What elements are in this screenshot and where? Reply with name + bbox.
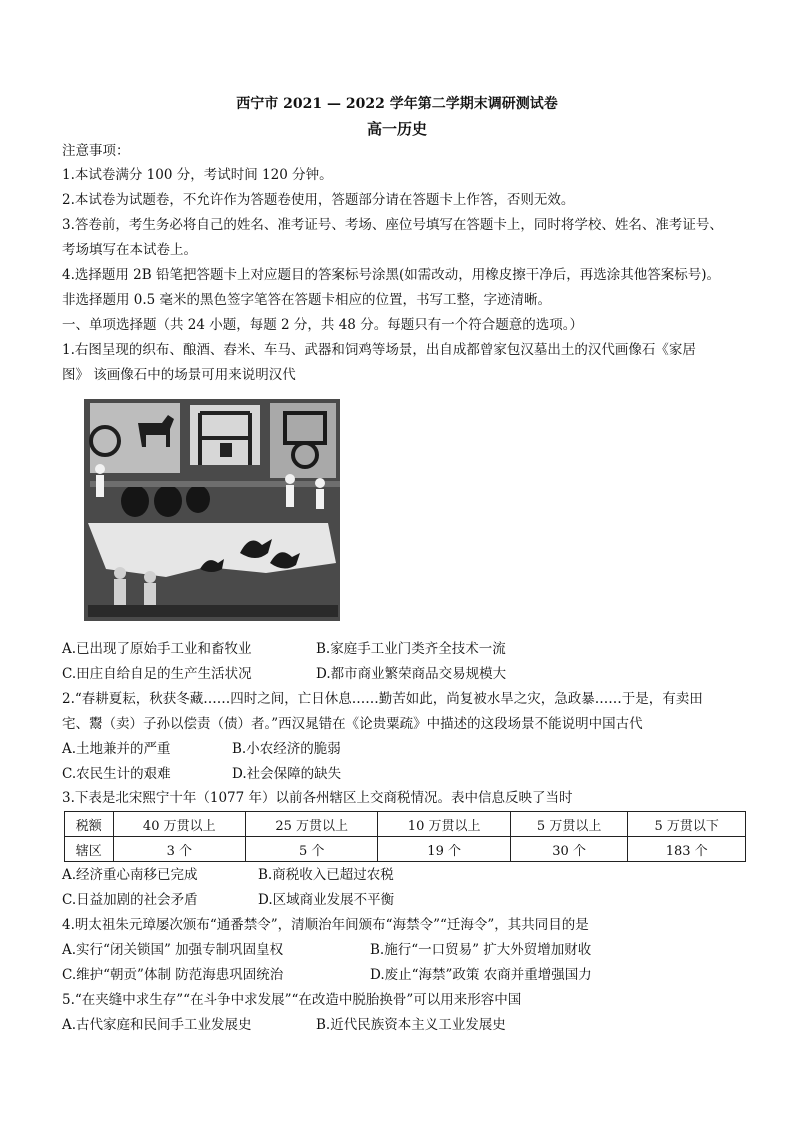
table-cell: 税额	[65, 812, 114, 837]
q3-option-c: C.日益加剧的社会矛盾	[62, 892, 198, 908]
tax-table	[64, 811, 746, 862]
q3-option-a: A.经济重心南移已完成	[62, 867, 198, 883]
q2-stem: 宅、鬻（卖）子孙以偿责（债）者。”西汉晁错在《论贵粟疏》中描述的这段场景不能说明中国古代	[62, 716, 643, 732]
q2-stem: 2.“春耕夏耘，秋获冬藏……四时之间，亡日休息……勤苦如此，尚复被水旱之灾，急政暴……于是，有卖田	[62, 691, 703, 707]
table-cell: 25 万贯以上	[245, 812, 377, 837]
q3-stem: 3.下表是北宋熙宁十年（1077 年）以前各州辖区上交商税情况。表中信息反映了当时	[62, 790, 573, 806]
exam-subject: 高一历史	[366, 120, 427, 138]
table-row	[65, 837, 746, 862]
q1-option-b: B.家庭手工业门类齐全技术一流	[316, 641, 506, 657]
q2-option-c: C.农民生计的艰难	[62, 766, 171, 782]
q1-stem: 图》 该画像石中的场景可用来说明汉代	[62, 367, 296, 383]
table-cell: 辖区	[65, 837, 114, 862]
note-item: 1.本试卷满分 100 分，考试时间 120 分钟。	[62, 167, 333, 183]
table-cell: 5 个	[245, 837, 377, 862]
q3-option-d: D.区域商业发展不平衡	[258, 892, 395, 908]
table-cell: 3 个	[113, 837, 245, 862]
table-cell: 10 万贯以上	[378, 812, 510, 837]
q1-stem: 1.右图呈现的织布、酿酒、舂米、车马、武器和饲鸡等场景，出自成都曾家包汉墓出土的汉代画像石《家居	[62, 342, 696, 358]
q1-option-c: C.田庄自给自足的生产生活状况	[62, 666, 252, 682]
table-cell: 19 个	[378, 837, 510, 862]
note-item: 3.答卷前，考生务必将自己的姓名、准考证号、考场、座位号填写在答题卡上，同时将学校、姓名、准考证号、	[62, 217, 723, 233]
q5-option-b: B.近代民族资本主义工业发展史	[316, 1017, 506, 1033]
han-relief-image	[80, 393, 344, 625]
q4-option-d: D.废止“海禁”政策 农商并重增强国力	[370, 967, 592, 983]
table-row	[65, 812, 746, 837]
note-item: 考场填写在本试卷上。	[62, 242, 197, 258]
q2-option-d: D.社会保障的缺失	[232, 766, 342, 782]
section-heading: 一、单项选择题（共 24 小题，每题 2 分，共 48 分。每题只有一个符合题意的选项。）	[62, 317, 583, 333]
note-item: 2.本试卷为试题卷，不允许作为答题卷使用，答题部分请在答题卡上作答，否则无效。	[62, 192, 575, 208]
q4-option-b: B.施行“一口贸易” 扩大外贸增加财收	[370, 942, 592, 958]
q4-option-c: C.维护“朝贡”体制 防范海患巩固统治	[62, 967, 284, 983]
note-item: 4.选择题用 2B 铅笔把答题卡上对应题目的答案标号涂黑(如需改动，用橡皮擦干净后，再选涂其他答案标号)。	[62, 267, 721, 283]
table-cell: 30 个	[510, 837, 628, 862]
q1-option-a: A.已出现了原始手工业和畜牧业	[62, 641, 252, 657]
note-item: 非选择题用 0.5 毫米的黑色签字笔答在答题卡相应的位置，书写工整，字迹清晰。	[62, 292, 552, 308]
q5-stem: 5.“在夹缝中求生存”“在斗争中求发展”“在改造中脱胎换骨”可以用来形容中国	[62, 992, 522, 1008]
exam-title: 西宁市 2021 — 2022 学年第二学期末调研测试卷	[236, 96, 558, 112]
q2-option-b: B.小农经济的脆弱	[232, 741, 341, 757]
q3-option-b: B.商税收入已超过农税	[258, 867, 394, 883]
table-cell: 183 个	[628, 837, 746, 862]
q4-option-a: A.实行“闭关锁国” 加强专制巩固皇权	[62, 942, 284, 958]
notes-heading: 注意事项：	[62, 143, 130, 159]
q4-stem: 4.明太祖朱元璋屡次颁布“通番禁令”，清顺治年间颁布“海禁令”“迁海令”，其共同目的是	[62, 917, 589, 933]
q2-option-a: A.土地兼并的严重	[62, 741, 171, 757]
table-cell: 5 万贯以上	[510, 812, 628, 837]
q1-option-d: D.都市商业繁荣商品交易规模大	[316, 666, 507, 682]
table-cell: 5 万贯以下	[628, 812, 746, 837]
table-cell: 40 万贯以上	[113, 812, 245, 837]
q5-option-a: A.古代家庭和民间手工业发展史	[62, 1017, 252, 1033]
